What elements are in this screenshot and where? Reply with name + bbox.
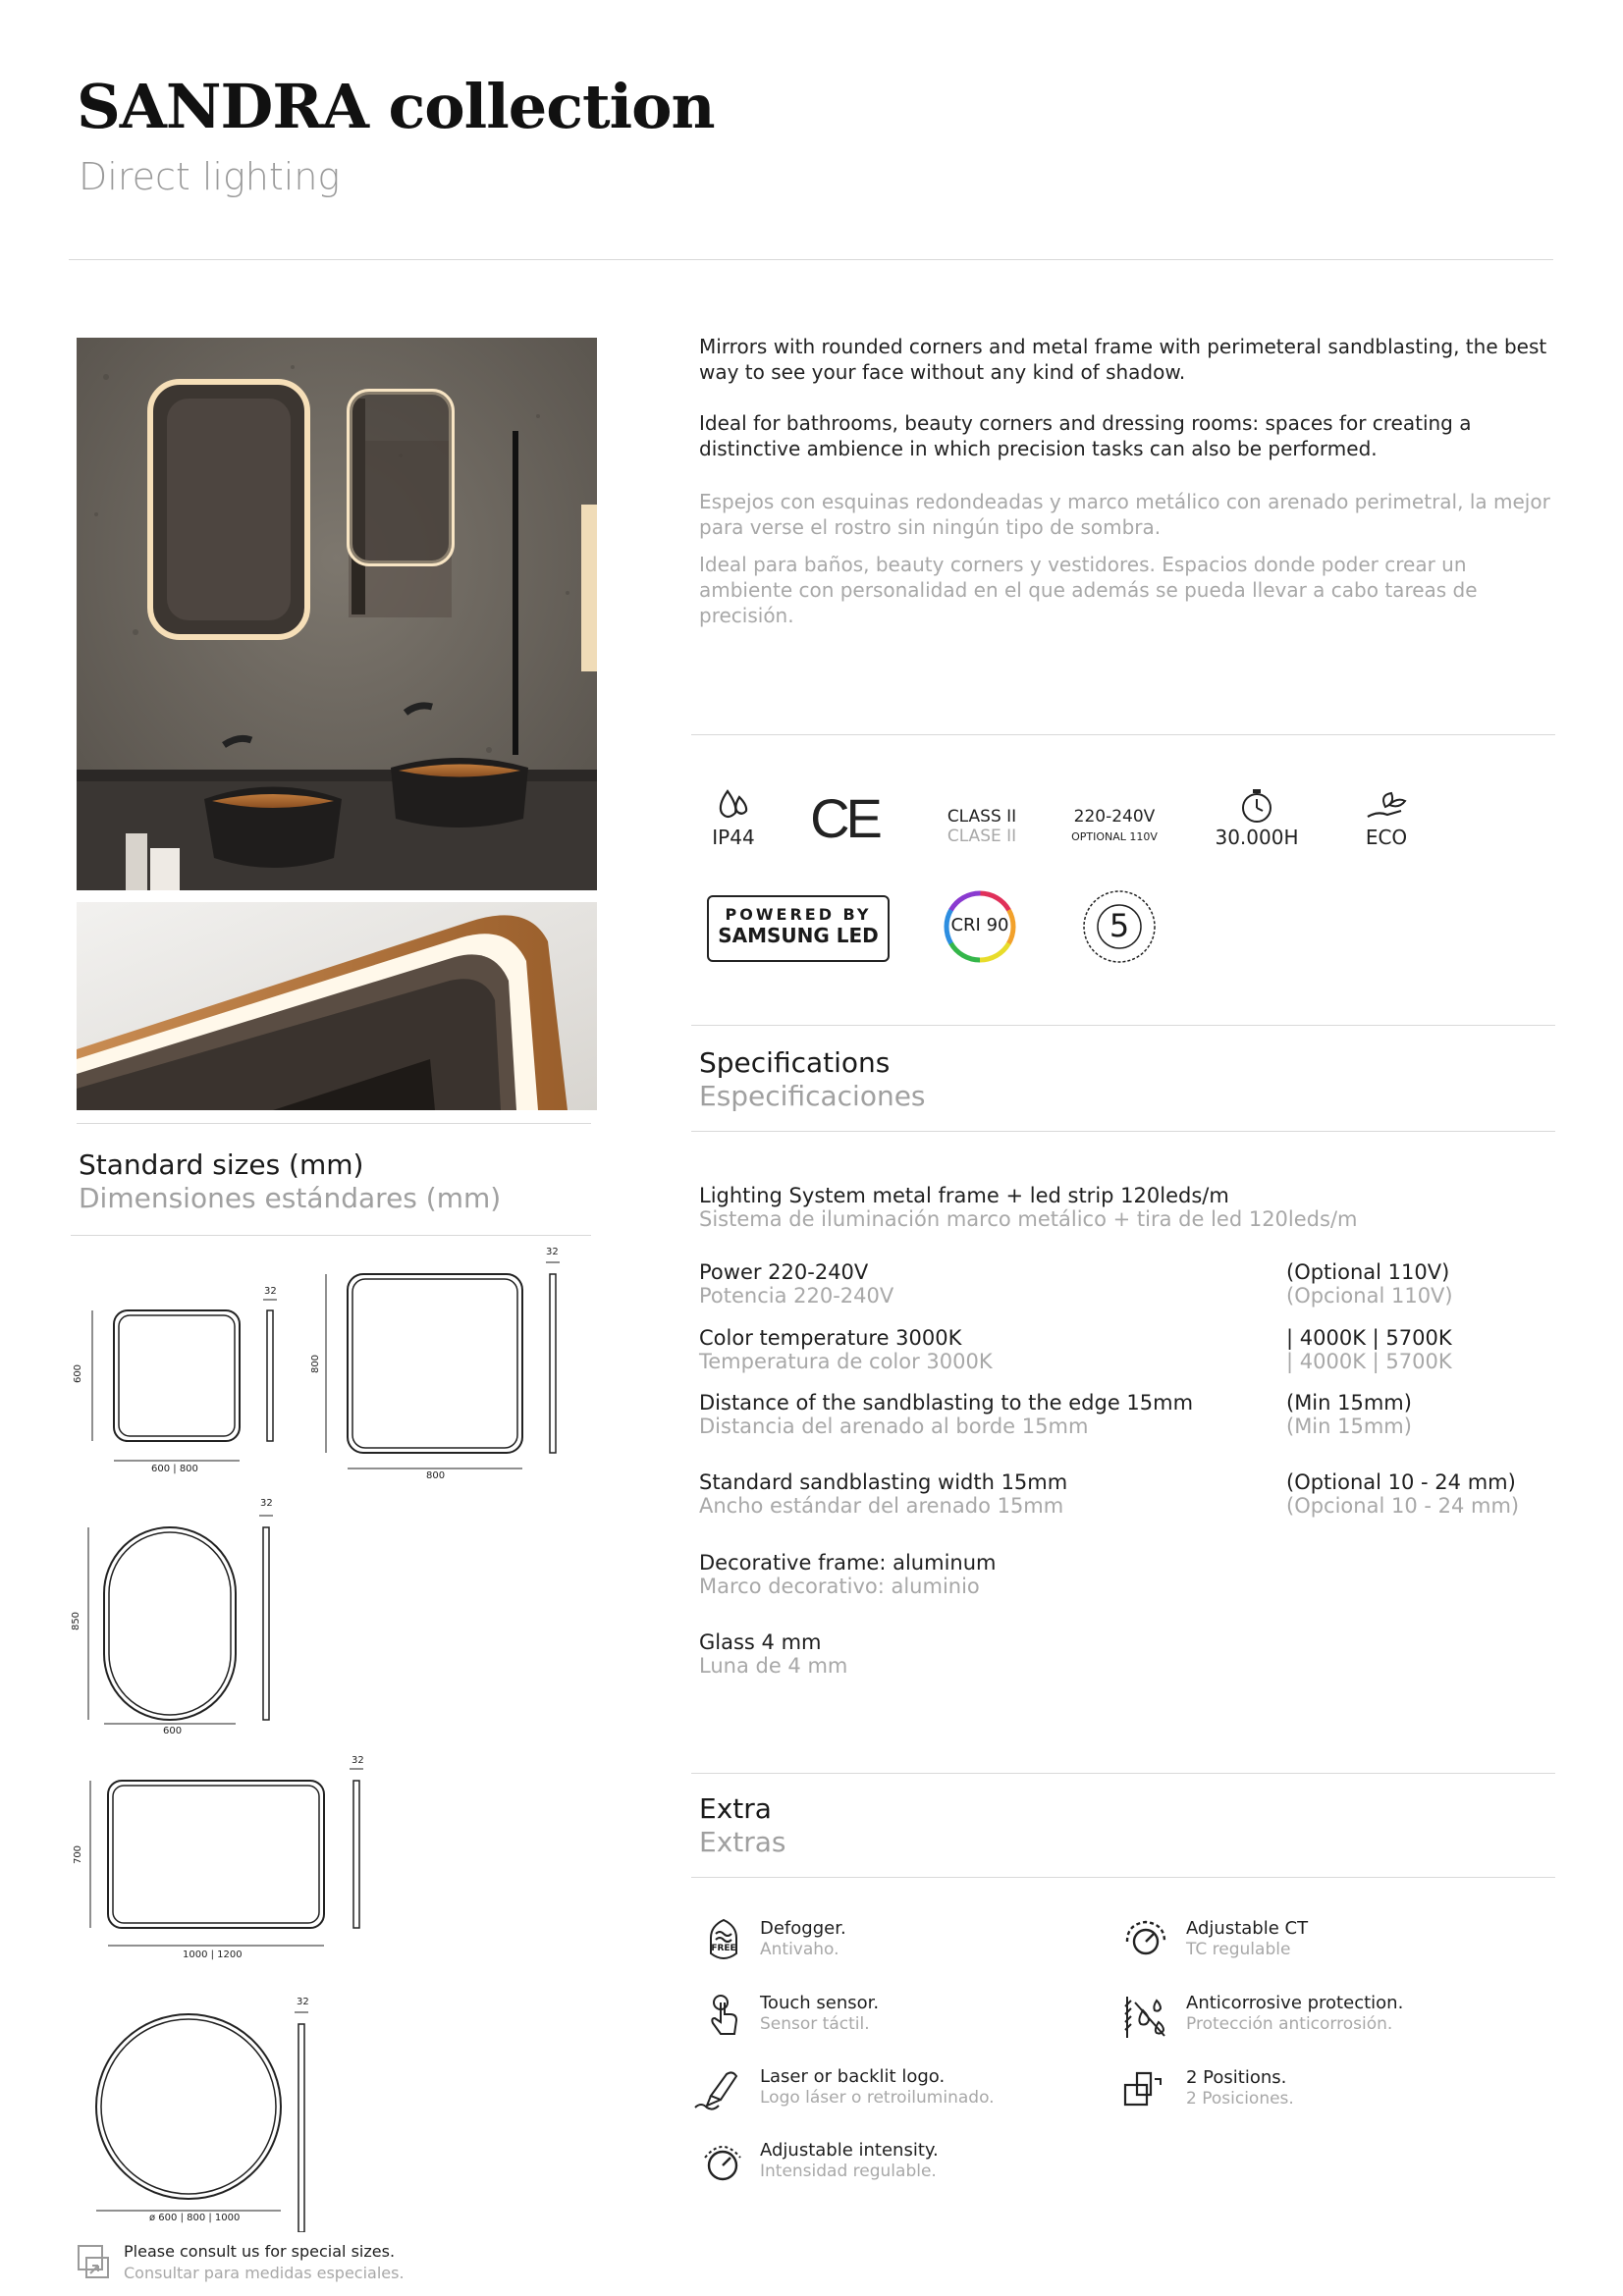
intensity-icon (699, 2140, 746, 2187)
ip44-badge (699, 785, 768, 849)
class-es-label: CLASE II (947, 827, 1017, 846)
adjustable-ct-icon (1121, 1918, 1170, 1965)
defogger-label-en: Defogger. (760, 1918, 846, 1939)
defogger-free-label: FREE (711, 1944, 736, 1953)
spec-row: Distance of the sandblasting to the edge 15mm Distancia del arenado al borde 15mm (699, 1391, 1194, 1438)
touch-sensor-icon (703, 1993, 744, 2040)
extra-item-defogger (703, 1918, 1096, 1973)
eco-leaf-hand-icon (1364, 787, 1409, 825)
hours-label: 30.000H (1215, 826, 1299, 849)
voltage-optional-label: OPTIONAL 110V (1071, 830, 1158, 843)
product-photo-detail (77, 902, 597, 1110)
specifications-divider (691, 1131, 1555, 1132)
warranty-badge (1080, 887, 1159, 966)
drawing-round (73, 1997, 328, 2232)
spec-row: Standard sandblasting width 15mm Ancho estándar del arenado 15mm (699, 1470, 1068, 1518)
drawing-rect-600 (73, 1286, 289, 1482)
extra-item-anticorrosive (1121, 1993, 1534, 2048)
dim-height: 600 (73, 1363, 84, 1384)
spec-row-optional: | 4000K | 5700K | 4000K | 5700K (1286, 1326, 1452, 1373)
laser-label-en: Laser or backlit logo. (760, 2066, 946, 2087)
specifications-title: Specifications (699, 1046, 891, 1079)
eco-label: ECO (1365, 826, 1408, 849)
stopwatch-icon (1237, 787, 1276, 825)
defogger-icon (703, 1918, 744, 1965)
positions-label-en: 2 Positions. (1186, 2067, 1287, 2088)
product-photo-bathroom (77, 338, 597, 890)
spec-row-optional: (Min 15mm) (Min 15mm) (1286, 1391, 1412, 1438)
spec-row: Power 220-240V Potencia 220-240V (699, 1260, 894, 1308)
ip44-label: IP44 (712, 826, 755, 849)
cri-badge (941, 887, 1019, 966)
dim-depth: 32 (297, 1997, 309, 2007)
voltage-badge (1060, 807, 1168, 843)
extras-title: Extra (699, 1792, 772, 1825)
samsung-bottom-label: SAMSUNG LED (718, 924, 879, 947)
extra-item-intensity (699, 2140, 1092, 2195)
touch-label-en: Touch sensor. (760, 1993, 880, 2013)
dim-width: 600 (163, 1726, 183, 1736)
description-es-1: Espejos con esquinas redondeadas y marco metálico con arenado perimetral, la mejor para verse el rostro sin ningún tipo de sombra. (699, 490, 1550, 539)
dim-depth: 32 (264, 1286, 277, 1297)
ce-label: CE (810, 787, 879, 849)
dim-width: 800 (426, 1470, 446, 1481)
special-sizes-es: Consultar para medidas especiales. (124, 2264, 405, 2282)
voltage-label: 220-240V (1073, 807, 1156, 827)
description-en-2: Ideal for bathrooms, beauty corners and dressing rooms: spaces for creating a distinctive ambience in which precision tasks can also be performed. (699, 411, 1472, 460)
defogger-label-es: Antivaho. (760, 1940, 839, 1959)
dim-height: 850 (71, 1611, 82, 1631)
dim-height: 800 (310, 1354, 322, 1374)
header-divider (69, 259, 1553, 260)
ce-mark (805, 787, 884, 849)
drawing-rect-700 (73, 1755, 377, 1971)
positions-label-es: 2 Posiciones. (1186, 2089, 1294, 2109)
anticorrosive-label-en: Anticorrosive protection. (1186, 1993, 1404, 2013)
specifications-subtitle: Especificaciones (699, 1080, 926, 1112)
dim-depth: 32 (352, 1755, 364, 1766)
description-divider (691, 734, 1555, 735)
extras-top-divider (691, 1773, 1555, 1774)
intensity-label-en: Adjustable intensity. (760, 2140, 939, 2161)
anticorrosive-label-es: Protección anticorrosión. (1186, 2014, 1393, 2034)
water-drops-icon (714, 785, 753, 825)
page-subtitle: Direct lighting (79, 155, 341, 198)
spec-row-optional: (Optional 10 - 24 mm) (Opcional 10 - 24 mm) (1286, 1470, 1520, 1518)
dim-width: 600 | 800 (151, 1464, 198, 1474)
cri-label: CRI 90 (950, 915, 1009, 935)
sizes-title: Standard sizes (mm) (79, 1148, 364, 1181)
anticorrosive-icon (1121, 1993, 1170, 2042)
eco-badge (1347, 787, 1426, 849)
drawing-square-800 (312, 1247, 568, 1484)
dim-depth: 32 (546, 1247, 559, 1257)
extra-item-laser-logo (693, 2066, 1106, 2121)
ct-label-es: TC regulable (1186, 1940, 1291, 1959)
special-sizes-en: Please consult us for special sizes. (124, 2242, 396, 2261)
description-es-2: Ideal para baños, beauty corners y vestidores. Espacios donde poder crear un ambiente con personalidad en el que además se pueda llevar a cabo tareas de precisión. (699, 553, 1478, 627)
class-ii-badge (933, 807, 1031, 846)
intensity-label-es: Intensidad regulable. (760, 2162, 937, 2181)
sizes-top-divider (77, 1123, 591, 1124)
badges-divider (691, 1025, 1555, 1026)
samsung-top-label: POWERED BY (725, 905, 872, 924)
resize-icon (77, 2244, 112, 2279)
class-en-label: CLASS II (947, 807, 1017, 827)
warranty-years-label: 5 (1109, 907, 1130, 944)
spec-lighting (699, 1184, 1357, 1231)
extras-subtitle: Extras (699, 1826, 786, 1858)
touch-label-es: Sensor táctil. (760, 2014, 870, 2034)
dim-width: 1000 | 1200 (183, 1949, 243, 1960)
laser-logo-icon (693, 2066, 744, 2113)
sizes-divider (71, 1235, 591, 1236)
positions-icon (1121, 2067, 1166, 2112)
description-en-1: Mirrors with rounded corners and metal frame with perimeteral sandblasting, the best way to see your face without any kind of shadow. (699, 335, 1547, 384)
page-title: SANDRA collection (77, 71, 715, 142)
ct-label-en: Adjustable CT (1186, 1918, 1309, 1939)
spec-row-optional: (Optional 110V) (Opcional 110V) (1286, 1260, 1453, 1308)
spec-row: Color temperature 3000K Temperatura de color 3000K (699, 1326, 993, 1373)
sizes-subtitle: Dimensiones estándares (mm) (79, 1182, 502, 1214)
spec-lighting-en: Lighting System metal frame + led strip 120leds/m (699, 1184, 1229, 1207)
hours-badge (1203, 787, 1311, 849)
drawing-oval-850 (73, 1498, 289, 1743)
dim-depth: 32 (260, 1498, 273, 1509)
spec-row: Glass 4 mm Luna de 4 mm (699, 1630, 848, 1678)
description-block (699, 334, 1559, 640)
spec-row: Decorative frame: aluminum Marco decorativo: aluminio (699, 1551, 997, 1598)
extra-item-adjustable-ct (1121, 1918, 1534, 1973)
dim-width: ø 600 | 800 | 1000 (149, 2213, 241, 2223)
extras-divider (691, 1877, 1555, 1878)
extra-item-positions (1121, 2067, 1534, 2122)
samsung-led-badge (707, 895, 890, 962)
laser-label-es: Logo láser o retroiluminado. (760, 2088, 995, 2108)
special-sizes-note (77, 2242, 528, 2287)
dim-height: 700 (73, 1844, 84, 1865)
extra-item-touch (703, 1993, 1096, 2048)
spec-lighting-es: Sistema de iluminación marco metálico + tira de led 120leds/m (699, 1207, 1358, 1231)
